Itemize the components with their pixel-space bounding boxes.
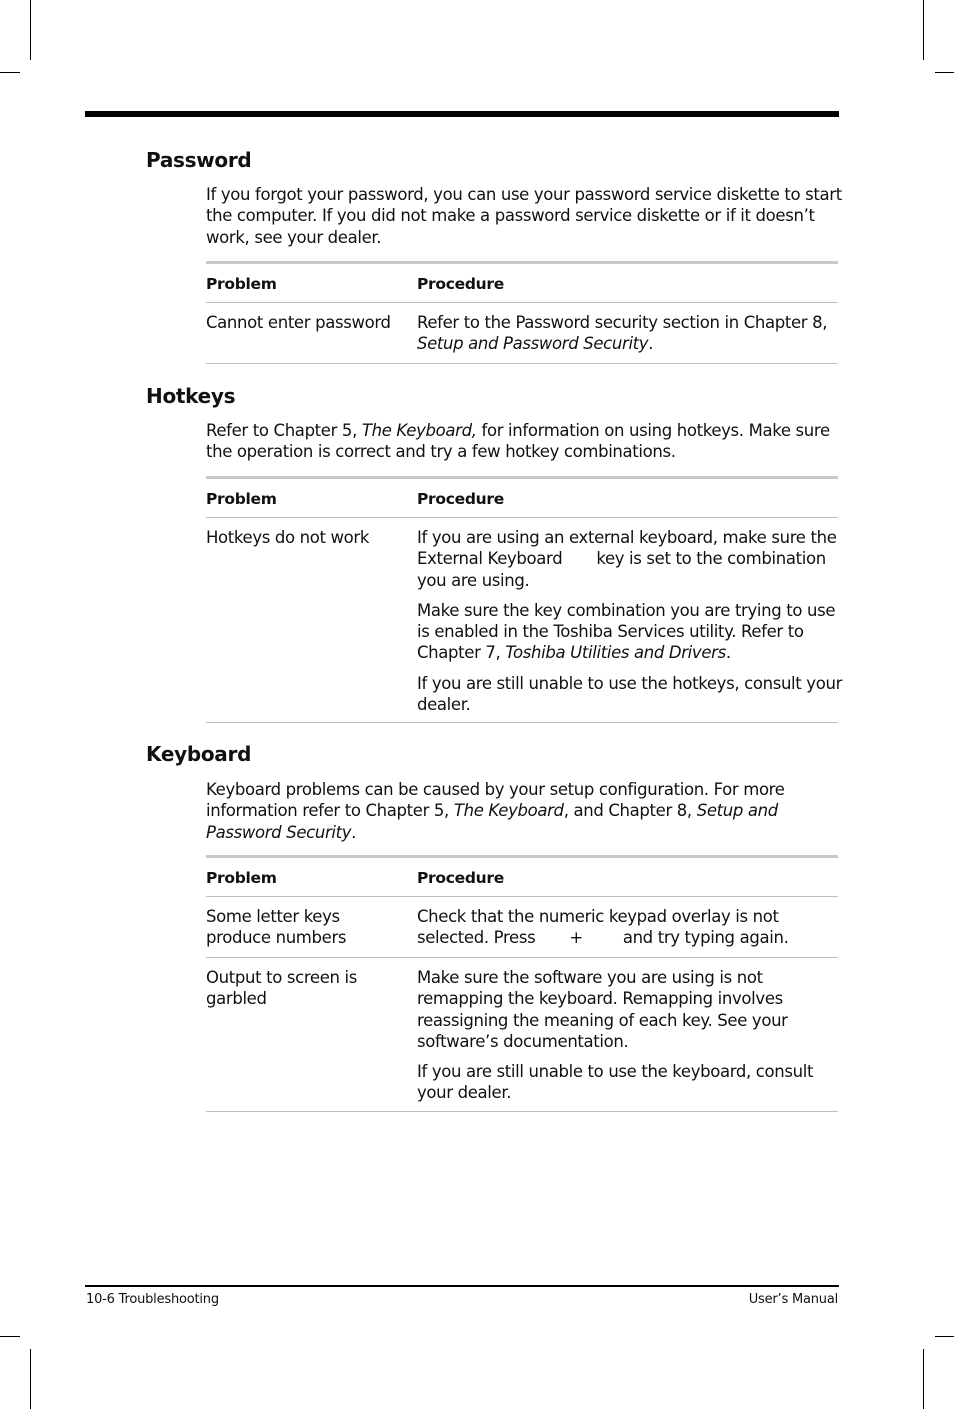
footer-left: 10-6 Troubleshooting [86,1292,219,1307]
table-header [206,264,838,303]
column-header-procedure: Procedure [417,275,504,293]
hotkeys-heading: Hotkeys [146,384,236,408]
keyboard-intro-reference: Setup and Password Security [206,801,778,842]
crop-mark [30,1349,31,1409]
footer-right: User’s Manual [748,1292,838,1307]
crop-mark [0,1336,20,1337]
hotkeys-table [206,476,843,723]
table-row [206,303,838,364]
procedure-text: and try typing again. [622,928,789,948]
procedure-paragraph: If you are still unable to use the keyboard, consult your dealer. [417,1062,814,1103]
procedure-end: . [725,643,731,663]
procedure-cell [417,527,842,724]
column-header-problem: Problem [206,275,277,293]
keyboard-intro [206,779,846,843]
procedure-text: Refer to the Password security section in Chapter 8, [417,313,828,332]
keyboard-intro-b: , and Chapter 8, [563,801,697,821]
table-row [206,897,838,958]
table-row [206,958,838,1112]
procedure-cell [417,906,842,949]
table-header [206,479,838,518]
crop-mark [923,1349,924,1409]
procedure-text: key is set to the combination you are using. [417,549,826,590]
password-heading: Password [146,148,252,172]
problem-cell: Some letter keys produce numbers [206,907,347,948]
crop-mark [0,72,20,73]
plus-sign: + [569,928,583,948]
column-header-procedure: Procedure [417,490,504,508]
keyboard-table [206,855,838,1112]
keyboard-heading: Keyboard [146,742,252,766]
footer-rule [85,1285,839,1287]
password-intro: If you forgot your password, you can use your password service diskette to start the computer. If you did not make a password service diskette or if it doesn’t work, see your dealer. [206,185,842,247]
header-rule [85,111,839,117]
password-table [206,261,838,364]
procedure-reference: Toshiba Utilities and Drivers [505,643,726,663]
problem-cell: Cannot enter password [206,313,391,332]
procedure-end: . [648,334,654,354]
hotkeys-intro [206,420,846,463]
crop-mark [30,0,31,60]
procedure-cell [417,312,842,355]
crop-mark [935,1336,954,1337]
crop-mark [935,72,954,73]
column-header-problem: Problem [206,869,277,887]
keyboard-intro-reference: The Keyboard [453,801,564,821]
column-header-procedure: Procedure [417,869,504,887]
keyboard-intro-end: . [351,822,357,842]
table-header [206,858,838,897]
table-row [206,518,843,723]
procedure-paragraph: Make sure the software you are using is not remapping the keyboard. Remapping involves reassigning the meaning of each key. See your software’s documentation. [417,968,788,1051]
column-header-problem: Problem [206,490,277,508]
procedure-reference: Setup and Password Security [417,334,649,354]
procedure-paragraph [417,600,842,664]
procedure-text: Make sure the key combination you are trying to use is enabled in the Toshiba Services utility. Refer to Chapter 7, [417,600,836,663]
procedure-text: Check that the numeric keypad overlay is not selected. Press [417,907,779,948]
crop-mark [923,0,924,60]
procedure-paragraph [417,527,842,591]
procedure-text: If you are using an external keyboard, make sure the External Keyboard [417,528,837,569]
problem-cell: Output to screen is garbled [206,968,357,1009]
procedure-paragraph: If you are still unable to use the hotkeys, consult your dealer. [417,673,843,715]
hotkeys-intro-a: Refer to Chapter 5, [206,421,362,440]
problem-cell: Hotkeys do not work [206,528,370,547]
keyboard-intro-a: Keyboard problems can be caused by your setup configuration. For more information refer to Chapter 5, [206,780,785,821]
hotkeys-intro-reference: The Keyboard, [361,421,477,440]
hotkeys-intro-b: for information on using hotkeys. Make sure the operation is correct and try a few hotkey combinations. [206,421,830,462]
procedure-cell [417,967,842,1113]
